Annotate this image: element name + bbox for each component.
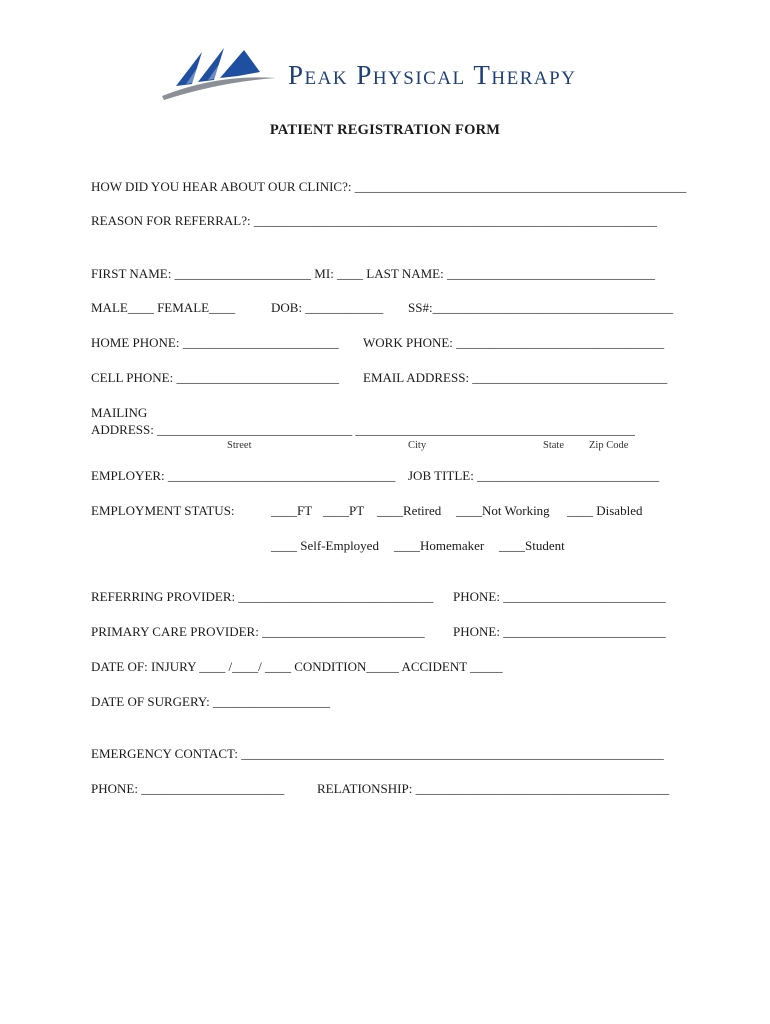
mountain-logo-icon	[158, 44, 288, 104]
status-self-employed-option[interactable]: ____ Self-Employed	[271, 538, 379, 553]
referring-provider-phone-field[interactable]: PHONE: _________________________	[453, 589, 666, 604]
cell-phone-field[interactable]: CELL PHONE: _________________________	[91, 370, 339, 385]
referring-provider-field[interactable]: REFERRING PROVIDER: ______________________________	[91, 589, 434, 604]
status-retired-option[interactable]: ____Retired	[377, 503, 442, 518]
status-not-working-option[interactable]: ____Not Working	[456, 503, 550, 518]
emergency-contact-field[interactable]: EMERGENCY CONTACT: _________________________________________________________________	[91, 746, 664, 761]
zip-code-caption: Zip Code	[589, 440, 629, 451]
work-phone-field[interactable]: WORK PHONE: ________________________________	[363, 335, 665, 350]
logo-text: Peak Physical Therapy	[288, 60, 577, 90]
status-ft-option[interactable]: ____FT	[271, 503, 313, 518]
dob-field[interactable]: DOB: ____________	[271, 300, 384, 315]
emergency-phone-field[interactable]: PHONE: ______________________	[91, 781, 285, 796]
peak-physical-therapy-logo	[158, 44, 618, 104]
date-of-surgery-field[interactable]: DATE OF SURGERY: __________________	[91, 694, 330, 709]
street-caption: Street	[227, 440, 252, 451]
employer-field[interactable]: EMPLOYER: ___________________________________	[91, 468, 396, 483]
reason-for-referral-field[interactable]: REASON FOR REFERRAL?: ______________________________________________________________	[91, 213, 657, 228]
form-title: PATIENT REGISTRATION FORM	[269, 122, 501, 138]
status-disabled-option[interactable]: ____ Disabled	[567, 503, 643, 518]
hear-about-clinic-field[interactable]: HOW DID YOU HEAR ABOUT OUR CLINIC?: ___________________________________________________	[91, 179, 687, 194]
gender-field[interactable]: MALE____ FEMALE____	[91, 300, 236, 315]
city-caption: City	[408, 440, 427, 451]
status-pt-option[interactable]: ____PT	[323, 503, 365, 518]
job-title-field[interactable]: JOB TITLE: ____________________________	[408, 468, 660, 483]
name-field-row[interactable]: FIRST NAME: _____________________ MI: ____ LAST NAME: ________________________________	[91, 266, 655, 281]
primary-care-phone-field[interactable]: PHONE: _________________________	[453, 624, 666, 639]
ssn-field[interactable]: SS#:_____________________________________	[408, 300, 674, 315]
status-student-option[interactable]: ____Student	[499, 538, 565, 553]
employment-status-label: EMPLOYMENT STATUS:	[91, 503, 235, 518]
primary-care-provider-field[interactable]: PRIMARY CARE PROVIDER: _________________________	[91, 624, 425, 639]
home-phone-field[interactable]: HOME PHONE: ________________________	[91, 335, 339, 350]
relationship-field[interactable]: RELATIONSHIP: _______________________________________	[317, 781, 670, 796]
status-homemaker-option[interactable]: ____Homemaker	[394, 538, 485, 553]
mailing-label: MAILING	[91, 405, 148, 420]
state-caption: State	[543, 440, 564, 451]
date-of-injury-field[interactable]: DATE OF: INJURY ____ /____/ ____ CONDITION_____ ACCIDENT _____	[91, 659, 503, 674]
email-address-field[interactable]: EMAIL ADDRESS: ______________________________	[363, 370, 668, 385]
address-field[interactable]: ADDRESS: ______________________________ ___________________________________________	[91, 422, 635, 437]
